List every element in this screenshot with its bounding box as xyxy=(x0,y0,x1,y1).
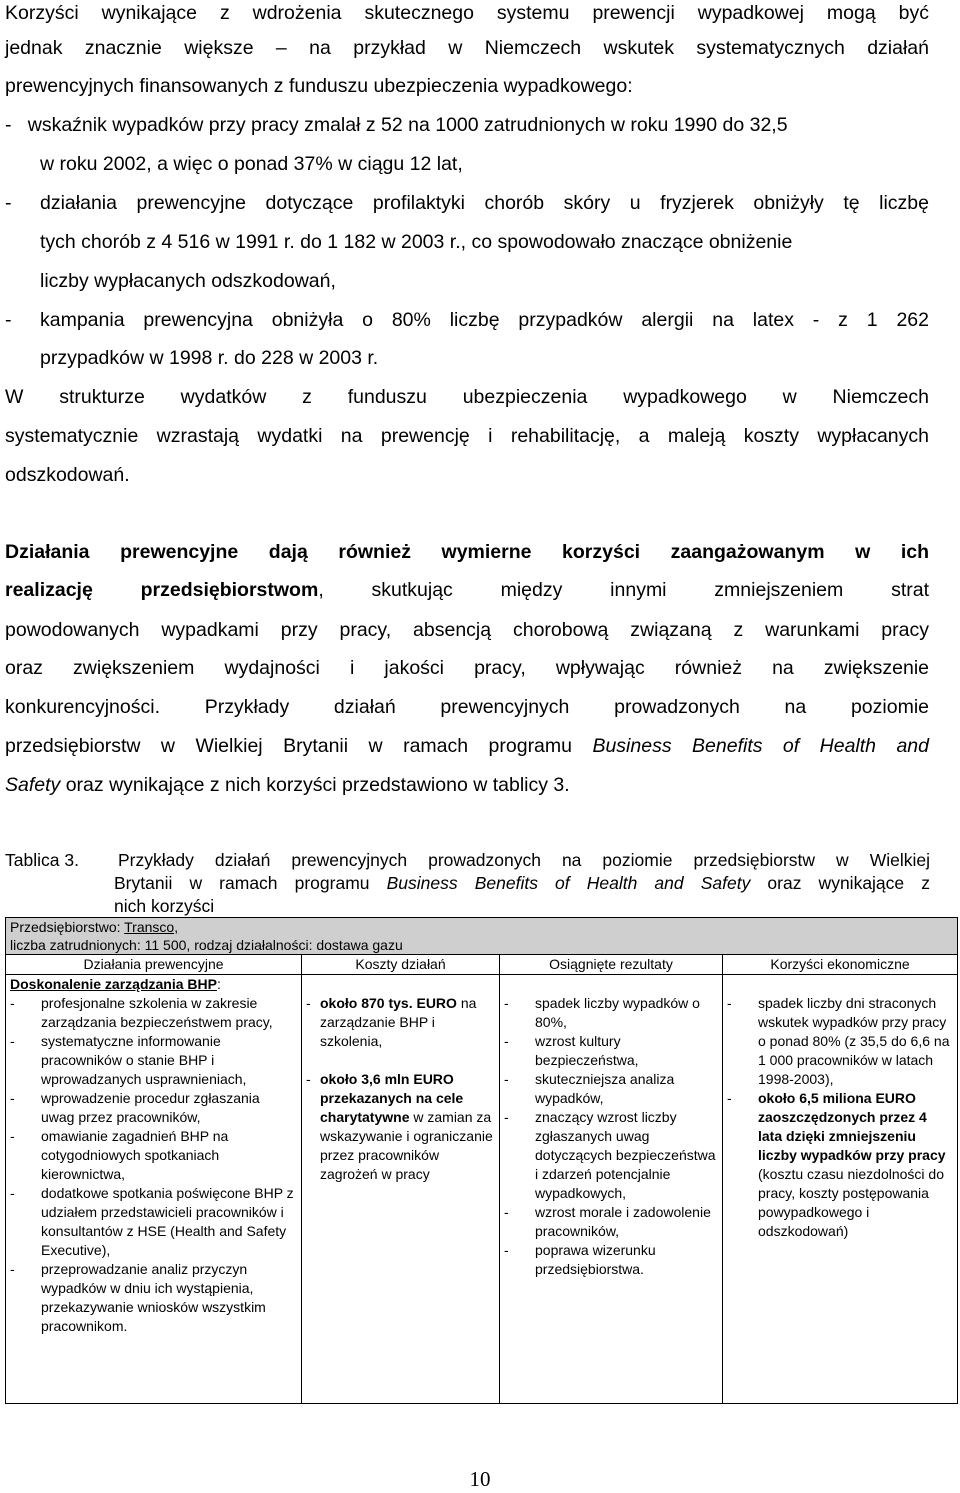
bullet-line: tych chorób z 4 516 w 1991 r. do 1 182 w 2003 r., co spowodowało znaczące obniżenie xyxy=(40,231,793,253)
table-caption-label: Tablica 3. xyxy=(5,850,79,870)
benefits-list xyxy=(727,994,953,1241)
list-item: - wprowadzenie procedur zgłaszania uwag przez pracowników, xyxy=(10,1089,297,1127)
paragraph-line: prewencyjnych finansowanych z funduszu ubezpieczenia wypadkowego: xyxy=(5,75,633,97)
list-item: - wzrost kultury bezpieczeństwa, xyxy=(504,1032,718,1070)
paragraph-line: odszkodowań. xyxy=(5,464,130,486)
list-item: - systematyczne informowanie pracowników o stanie BHP i wprowadzanych usprawnieniach, xyxy=(10,1032,297,1089)
list-item: - znaczący wzrost liczby zgłaszanych uwag dotyczących bezpieczeństwa i zdarzeń potencjalnie wypadkowych, xyxy=(504,1108,718,1203)
bullet-line: działania prewencyjne dotyczące profilaktyki chorób skóry u fryzjerek obniżyły tę liczbę xyxy=(40,192,929,214)
preventive-actions-cell xyxy=(6,975,302,1404)
list-item: - profesjonalne szkolenia w zakresie zarządzania bezpieczeństwem pracy, xyxy=(10,994,297,1032)
list-item: - spadek liczby dni straconych wskutek wypadków przy pracy o ponad 80% (z 35,5 do 6,6 na 1 000 pracowników w latach 1998-2003), xyxy=(727,994,953,1089)
list-item: - przeprowadzanie analiz przyczyn wypadków w dniu ich wystąpienia, przekazywanie wniosków wszystkim pracownikom. xyxy=(10,1260,297,1336)
bullet-line: przypadków w 1998 r. do 228 w 2003 r. xyxy=(40,347,379,369)
list-item: - skuteczniejsza analiza wypadków, xyxy=(504,1070,718,1108)
table-caption-line: nich korzyści xyxy=(114,896,215,916)
results-list xyxy=(504,994,718,1279)
bullet-line: liczby wypłacanych odszkodowań, xyxy=(40,270,336,292)
company-name: Przedsiębiorstwo: Transco, xyxy=(10,919,179,935)
column-header: Działania prewencyjne xyxy=(6,955,302,975)
paragraph-line: jednak znacznie większe – na przykład w Niemczech wskutek systematycznych działań xyxy=(5,37,929,59)
bullet-line: w roku 2002, a więc o ponad 37% w ciągu 12 lat, xyxy=(40,153,463,175)
paragraph-line: Safety oraz wynikające z nich korzyści przedstawiono w tablicy 3. xyxy=(5,774,570,796)
bullet-line: - wskaźnik wypadków przy pracy zmalał z 52 na 1000 zatrudnionych w roku 1990 do 32,5 xyxy=(5,114,788,136)
list-item: - wzrost morale i zadowolenie pracowników, xyxy=(504,1203,718,1241)
list-item: - poprawa wizerunku przedsiębiorstwa. xyxy=(504,1241,718,1279)
costs-cell xyxy=(302,975,500,1404)
paragraph-line: W strukturze wydatków z funduszu ubezpieczenia wypadkowego w Niemczech xyxy=(5,386,929,408)
list-item: - dodatkowe spotkania poświęcone BHP z udziałem przedstawicieli pracowników i konsultantów z HSE (Health and Safety Executive), xyxy=(10,1184,297,1260)
company-details: liczba zatrudnionych: 11 500, rodzaj działalności: dostawa gazu xyxy=(10,937,403,953)
list-item: - około 3,6 mln EURO przekazanych na cele charytatywne w zamian za wskazywanie i ograniczanie przez pracowników zagrożeń w pracy xyxy=(306,1070,495,1184)
paragraph-line: Korzyści wynikające z wdrożenia skutecznego systemu prewencji wypadkowej mogą być xyxy=(5,2,929,24)
paragraph-line: oraz zwiększeniem wydajności i jakości pracy, wpływając również na zwiększenie xyxy=(5,657,929,679)
page-number: 10 xyxy=(469,1467,491,1491)
table-caption-line: Brytanii w ramach programu Business Benefits of Health and Safety oraz wynikające z xyxy=(114,873,930,893)
costs-list xyxy=(306,994,495,1184)
paragraph-line: przedsiębiorstw w Wielkiej Brytanii w ramach programu Business Benefits of Health and xyxy=(5,735,929,757)
economic-benefits-cell xyxy=(723,975,958,1404)
column-header: Osiągnięte rezultaty xyxy=(500,955,723,975)
paragraph-line: realizację przedsiębiorstwom, skutkując między innymi zmniejszeniem strat xyxy=(5,579,929,601)
paragraph-line: Działania prewencyjne dają również wymierne korzyści zaangażowanym w ich xyxy=(5,541,929,563)
actions-list xyxy=(10,994,297,1336)
list-item: - omawianie zagadnień BHP na cotygodniowych spotkaniach kierownictwa, xyxy=(10,1127,297,1184)
table-caption-line: Przykłady działań prewencyjnych prowadzonych na poziomie przedsiębiorstw w Wielkiej xyxy=(118,850,930,870)
results-cell xyxy=(500,975,723,1404)
paragraph-line: powodowanych wypadkami przy pracy, absencją chorobową związaną z warunkami pracy xyxy=(5,619,929,641)
paragraph-line: systematycznie wzrastają wydatki na prewencję i rehabilitację, a maleją koszty wypłacanych xyxy=(5,425,929,447)
paragraph-line: konkurencyjności. Przykłady działań prewencyjnych prowadzonych na poziomie xyxy=(5,696,929,718)
bullet-dash: - xyxy=(5,192,12,214)
list-item: - około 870 tys. EURO na zarządzanie BHP i szkolenia, xyxy=(306,994,495,1051)
column-header: Korzyści ekonomiczne xyxy=(723,955,958,975)
company-info-cell xyxy=(6,918,958,955)
list-item: - spadek liczby wypadków o 80%, xyxy=(504,994,718,1032)
list-item: - około 6,5 miliona EURO zaoszczędzonych przez 4 lata dzięki zmniejszeniu liczby wypadków przy pracy (kosztu czasu niezdolności do pracy, koszty postępowania powypadkowego i odszkodowań) xyxy=(727,1089,953,1241)
column-header: Koszty działań xyxy=(302,955,500,975)
bullet-line: kampania prewencyjna obniżyła o 80% liczbę przypadków alergii na latex - z 1 262 xyxy=(40,309,929,331)
cell-heading: Doskonalenie zarządzania BHP: xyxy=(10,976,221,992)
bullet-dash: - xyxy=(5,309,12,331)
benefits-table xyxy=(5,917,958,1404)
